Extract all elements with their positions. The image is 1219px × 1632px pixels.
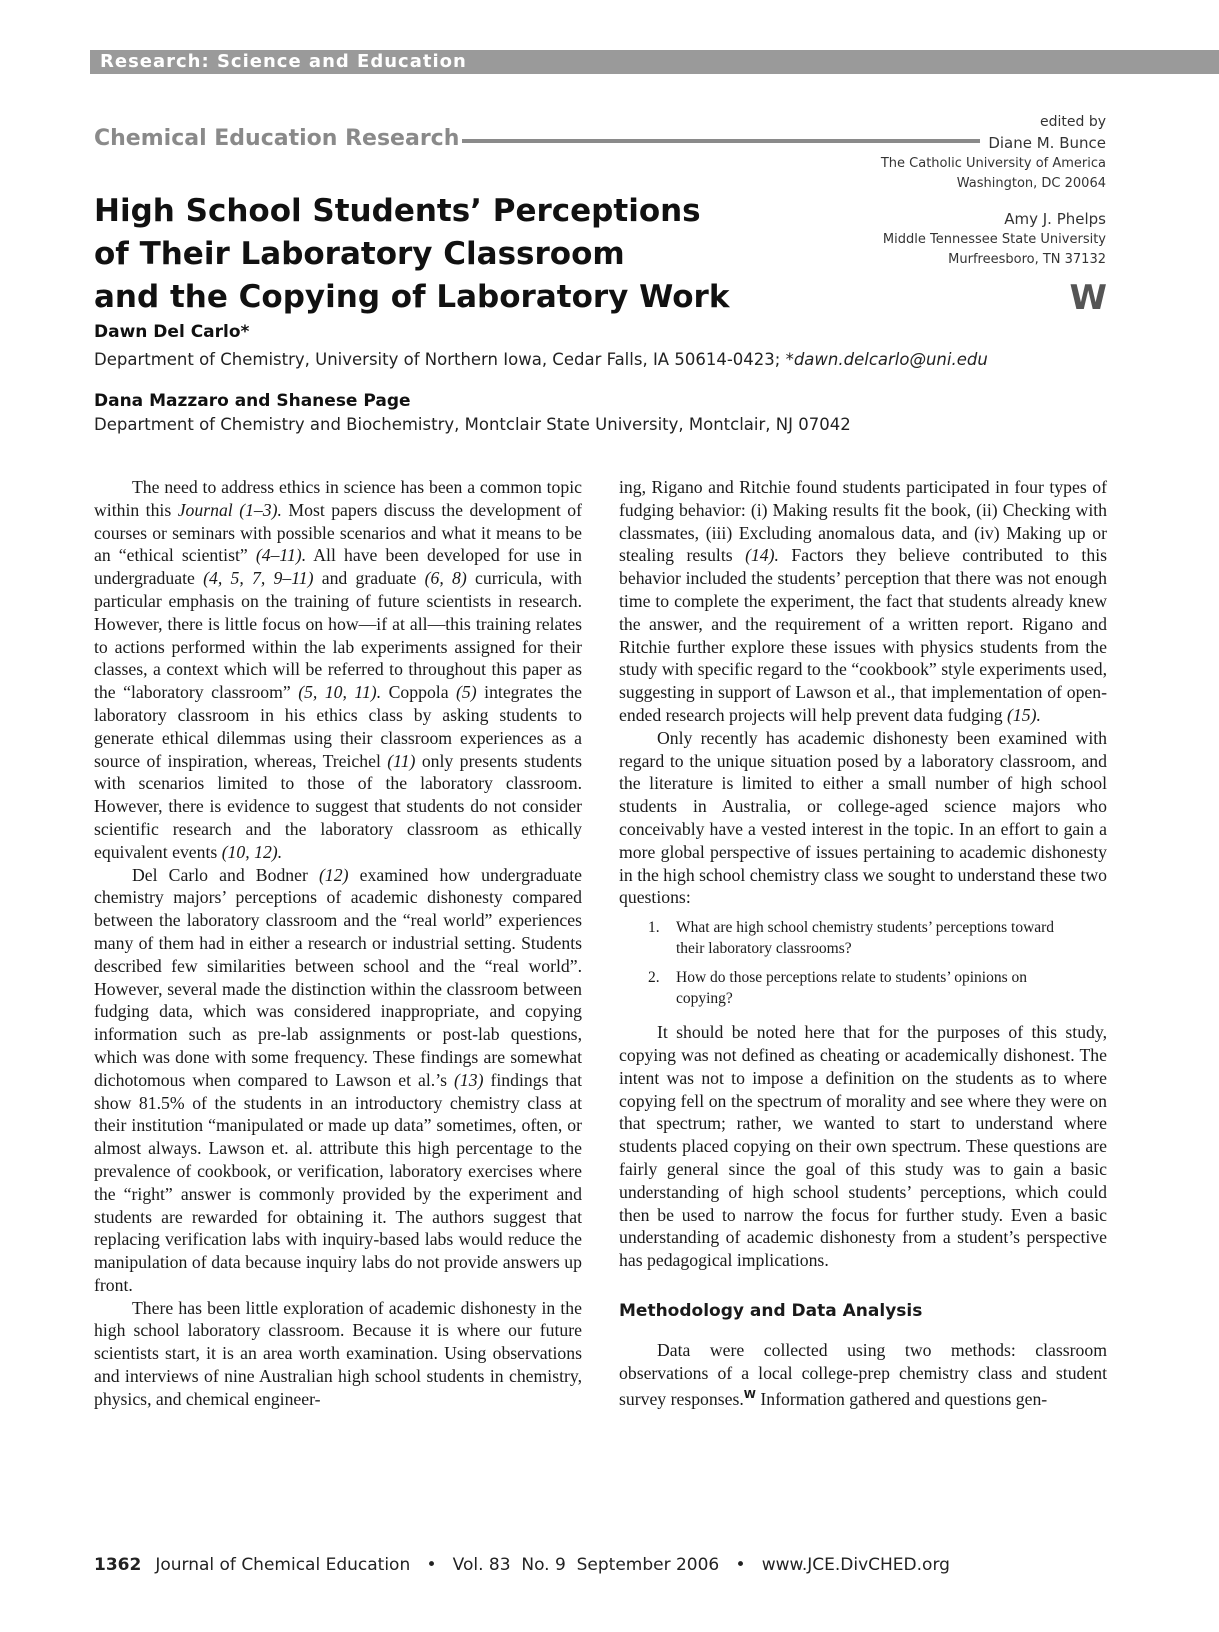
author-email[interactable]: dawn.delcarlo@uni.edu — [793, 350, 988, 369]
citation: (14). — [745, 545, 779, 566]
author-affiliation: Department of Chemistry and Biochemistry, Montclair State University, Montclair, NJ 07042 — [94, 415, 851, 434]
citation: (11) — [387, 750, 416, 771]
page-number: 1362 — [94, 1555, 142, 1575]
citation: (6, 8) — [424, 568, 467, 589]
list-item: 1. What are high school chemistry students’ perceptions toward their laboratory classrooms? — [648, 919, 1055, 958]
author-affiliation: Department of Chemistry, University of Northern Iowa, Cedar Falls, IA 50614-0423; *dawn.delcarlo@uni.edu — [94, 350, 988, 369]
citation: (5, 10, 11). — [298, 682, 382, 703]
citation: (4–11). — [255, 545, 307, 566]
editor-name: Diane M. Bunce — [988, 134, 1106, 152]
author-name: Dawn Del Carlo* — [94, 322, 250, 342]
body-paragraph: There has been little exploration of academic dishonesty in the high school laboratory classroom. Because it is where our future scientists start, it is an area worth examination. Using observations and interviews of nine Australian high school students in chemistry, physics, and chemical engineer- — [94, 1297, 582, 1409]
banner-label: Research: Science and Education — [100, 51, 467, 72]
section-heading: Chemical Education Research — [94, 126, 460, 151]
citation: (1–3). — [239, 499, 282, 520]
right-column — [619, 476, 1107, 1411]
citation: (13) — [454, 1069, 484, 1090]
editors-block — [806, 112, 1106, 270]
left-column — [94, 476, 582, 1411]
citation: (15). — [1007, 704, 1041, 725]
journal-info: Journal of Chemical Education • Vol. 83 No. 9 September 2006 • www.JCE.DivCHED.org — [155, 1555, 950, 1575]
editor-name: Amy J. Phelps — [1004, 210, 1106, 228]
body-paragraph: Data were collected using two methods: classroom observations of a local college-prep chemistry class and student survey responses.$^W$ Information gathered and questions gen- — [619, 1339, 1107, 1410]
title-line: High School Students’ Perceptions — [94, 193, 701, 229]
editor-affiliation: Middle Tennessee State University — [882, 232, 1106, 247]
body-paragraph: It should be noted here that for the purposes of this study, copying was not defined as cheating or academically dishonest. The intent was not to impose a definition on the students as to where copying fell on the spectrum of morality and see where they were on that spectrum; rather, we wanted to start to understand where students placed copying on their own spectrum. These questions are fairly general since the goal of this study was to gain a basic understanding of high school students’ perceptions, which could then be used to narrow the focus for further study. Even a basic understanding of academic dishonesty from a student’s perspective has pedagogical implications. — [619, 1022, 1107, 1271]
editor-affiliation: The Catholic University of America — [880, 156, 1106, 171]
research-questions — [619, 917, 1107, 1009]
section-banner — [90, 50, 1219, 74]
web-supplement-icon: W — [1069, 278, 1107, 318]
body-paragraph: Del Carlo and Bodner (12) examined how undergraduate chemistry majors’ perceptions of academic dishonesty compared between the laboratory classroom and the “real world” experiences many of them had in either a research or industrial setting. Students described few similarities between school and the “real world”. However, several made the distinction within the classroom between fudging data, which was considered inappropriate, and copying information such as pre-lab assignments or post-lab questions, which was done with some frequency. These findings are somewhat dichotomous when compared to Lawson et al.’s (13) findings that show 81.5% of the students in an introductory chemistry class at their institution “manipulated or made up data” sometimes, often, or almost always. Lawson et. al. attribute this high percentage to the prevalence of cookbook, or verification, laboratory exercises where the “right” answer is commonly provided by the experiment and students are rewarded for obtaining it. The authors suggest that replacing verification labs with inquiry-based labs would reduce the manipulation of data because inquiry labs do not provide answers up front. — [94, 864, 583, 1295]
citation: (12) — [319, 864, 349, 885]
web-supplement-icon: W — [743, 1388, 756, 1402]
body-paragraph: Only recently has academic dishonesty been examined with regard to the unique situation posed by a laboratory classroom, and the literature is limited to either a small number of high school students in Australia, or college-aged science majors who conceivably have a vested interest in the topic. In an effort to gain a more global perspective of issues pertaining to academic dishonesty in the high school chemistry class we sought to understand these two questions: — [619, 727, 1107, 908]
title-line: of Their Laboratory Classroom — [94, 236, 625, 272]
citation: (5) — [456, 682, 477, 703]
citation: (4, 5, 7, 9–11) — [203, 568, 314, 589]
editor-location: Murfreesboro, TN 37132 — [948, 252, 1106, 267]
edited-by-label: edited by — [1039, 114, 1106, 130]
page-footer — [94, 1555, 950, 1575]
editor-location: Washington, DC 20064 — [956, 176, 1106, 191]
list-item: 2. How do those perceptions relate to students’ opinions on copying? — [648, 969, 1027, 1008]
body-paragraph: The need to address ethics in science has been a common topic within this Journal (1–3). Most papers discuss the development of courses or seminars with possible scenarios and what it means to be an “ethical scientist” (4–11). All have been developed for use in undergraduate (4, 5, 7, 9–11) and graduate (6, 8) curricula, with particular emphasis on the training of future scientists in research. However, there is little focus on how—if at all—this training relates to actions performed within the lab experiments assigned for their classes, a context which will be referred to throughout this paper as the “laboratory classroom” (5, 10, 11). Coppola (5) integrates the laboratory classroom in his ethics class by asking students to generate ethical dilemmas using their classroom experiences as a source of inspiration, whereas, Treichel (11) only presents students with scenarios limited to those of the laboratory classroom. However, there is evidence to suggest that students do not consider scientific research and the laboratory classroom as ethically equivalent events (10, 12). — [94, 477, 583, 862]
section-subheading: Methodology and Data Analysis — [619, 1300, 923, 1321]
article-title — [94, 190, 814, 319]
author-name: Dana Mazzaro and Shanese Page — [94, 391, 411, 411]
title-line: and the Copying of Laboratory Work — [94, 279, 730, 315]
body-paragraph: ing, Rigano and Ritchie found students participated in four types of fudging behavior: (i) Making results fit the book, (ii) Checking with classmates, (iii) Excluding anomalous data, and (iv) Making up or stealing results (14). Factors they believe contributed to this behavior included the students’ perception that there was not enough time to complete the experiment, the fact that students already knew the answer, and the requirement of a written report. Rigano and Ritchie further explore these issues with physics students from the study with specific regard to the “cookbook” style experiments used, suggesting in support of Lawson et al., that implementation of open-ended research projects will help prevent data fudging (15). — [619, 477, 1107, 725]
citation: (10, 12). — [221, 841, 283, 862]
